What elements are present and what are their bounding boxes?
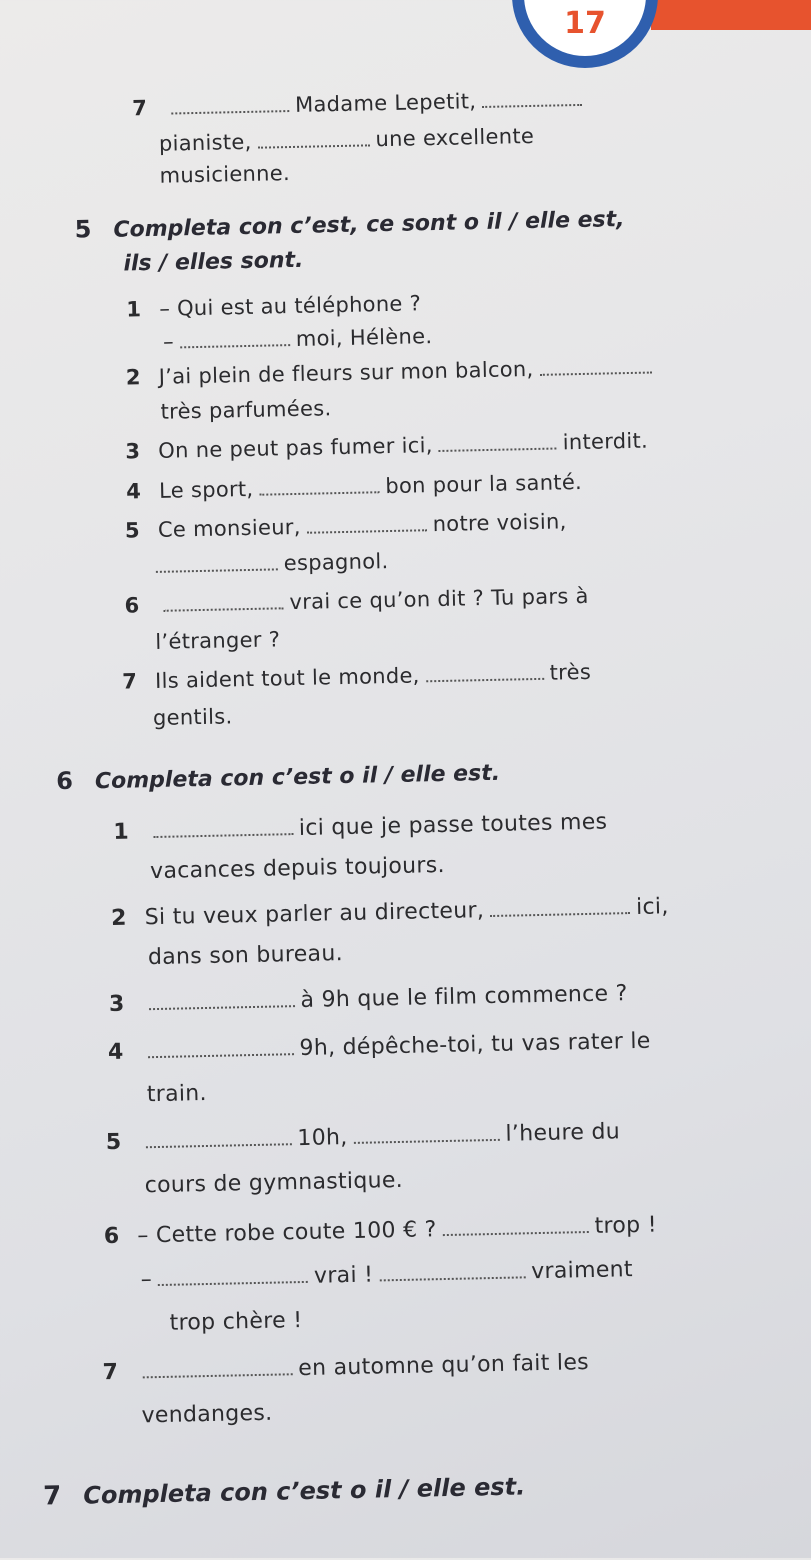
item-text: J’ai plein de fleurs sur mon balcon, [158, 356, 534, 389]
exercise-6-heading [56, 758, 500, 795]
blank[interactable] [148, 1053, 294, 1058]
item-number: 3 [108, 991, 125, 1018]
item-number: 4 [107, 1039, 124, 1066]
item-text: vrai ce qu’on dit ? Tu pars à [289, 583, 589, 615]
ex5-item-6-line1 [124, 584, 589, 618]
item-number: 6 [103, 1223, 120, 1250]
item-text: trop chère ! [169, 1308, 303, 1336]
exercise-5-heading [74, 204, 624, 244]
item-text: très [549, 659, 592, 685]
item-text: l’heure du [505, 1119, 621, 1147]
item-text: – [162, 329, 175, 354]
page-number: 17 [564, 6, 606, 41]
item-text: Le sport, [158, 476, 254, 503]
ex6-item-6-line3 [169, 1308, 302, 1336]
item-number: 3 [125, 439, 141, 464]
blank[interactable] [443, 1231, 589, 1236]
blank[interactable] [426, 678, 544, 682]
ex5-item-7-line2 [153, 704, 233, 730]
item-number: 7 [131, 96, 148, 121]
item-text: dans son bureau. [147, 941, 344, 971]
ex6-item-6-line1 [104, 1213, 658, 1250]
item-text: 9h, dépêche-toi, tu vas rater le [299, 1028, 651, 1062]
item-number: 1 [113, 819, 130, 845]
ex6-item-2-line1 [111, 894, 669, 931]
item-number: 6 [124, 593, 140, 618]
item-text: trop ! [594, 1212, 658, 1239]
ex6-item-6-line2 [140, 1257, 633, 1292]
blank[interactable] [180, 344, 290, 348]
item-number: 7 [102, 1359, 119, 1386]
item-text: vrai ! [313, 1262, 374, 1289]
blank[interactable] [379, 1276, 525, 1281]
ex5-item-2-line2 [160, 396, 331, 424]
blank[interactable] [258, 144, 370, 148]
prev-item-7-line2 [159, 124, 535, 156]
ex5-item-2-line1 [126, 354, 658, 389]
ex6-item-5-line1 [106, 1119, 621, 1155]
ex5-item-7-line1 [122, 660, 591, 694]
item-text: à 9h que le film commence ? [300, 981, 628, 1013]
blank[interactable] [354, 1139, 500, 1144]
exercise-instruction: ils / elles sont. [123, 247, 304, 277]
item-number: 1 [126, 297, 142, 322]
item-text: Si tu veux parler au directeur, [144, 898, 485, 931]
ex5-item-5-line2 [156, 549, 389, 578]
ex6-item-4-line1 [108, 1029, 651, 1065]
blank[interactable] [171, 110, 289, 114]
ex6-item-7-line1 [102, 1350, 589, 1385]
exercise-number: 7 [42, 1481, 62, 1512]
blank[interactable] [149, 1005, 295, 1010]
ex6-item-1-line2 [150, 853, 445, 884]
item-text: notre voisin, [432, 509, 567, 537]
item-text: bon pour la santé. [385, 469, 583, 499]
item-text: pianiste, [158, 129, 252, 156]
exercise-7-heading [43, 1471, 526, 1511]
blank[interactable] [146, 1143, 292, 1148]
ex5-item-3 [125, 429, 648, 464]
blank[interactable] [142, 1373, 292, 1378]
item-number: 4 [125, 479, 142, 504]
blank[interactable] [164, 607, 284, 612]
item-text: 10h, [297, 1125, 348, 1152]
ex5-item-5-line1 [125, 509, 567, 542]
blank[interactable] [156, 568, 278, 573]
item-number: 5 [124, 518, 141, 543]
item-text: On ne peut pas fumer ici, [158, 433, 433, 463]
item-text: vraiment [530, 1257, 634, 1285]
item-text: – [140, 1267, 153, 1293]
exercise-number: 5 [74, 215, 92, 244]
item-text: en automne qu’on fait les [297, 1350, 590, 1382]
blank[interactable] [153, 833, 293, 838]
item-text: ici, [635, 894, 669, 920]
item-number: 2 [125, 365, 141, 390]
item-text: – Cette robe coute 100 € ? [137, 1217, 437, 1249]
prev-item-7-line3 [159, 161, 290, 188]
prev-item-7-line1 [132, 87, 589, 121]
exercise-instruction: Completa con c’est o il / elle est. [83, 1472, 526, 1510]
blank[interactable] [158, 1281, 308, 1286]
exercise-5-heading-line2 [123, 248, 303, 277]
blank[interactable] [540, 372, 652, 376]
item-text: Ce monsieur, [157, 514, 301, 542]
blank[interactable] [307, 529, 427, 534]
item-number: 7 [121, 669, 138, 694]
blank[interactable] [259, 491, 379, 496]
exercise-instruction: Completa con c’est, ce sont o il / elle est, [113, 207, 625, 243]
item-text: vendanges. [141, 1400, 273, 1429]
ex6-item-1-line1 [113, 810, 607, 845]
ex6-item-5-line2 [144, 1168, 403, 1198]
blank[interactable] [439, 448, 557, 452]
item-text: train. [146, 1080, 208, 1108]
ex5-item-1-line1 [126, 291, 421, 321]
ex5-item-6-line2 [155, 627, 280, 654]
item-text: interdit. [562, 428, 649, 455]
exercise-number: 6 [55, 766, 74, 796]
item-text: ici que je passe toutes mes [298, 809, 608, 841]
item-text: une excellente [375, 123, 535, 152]
item-text: très parfumées. [160, 396, 332, 424]
item-number: 5 [105, 1129, 122, 1156]
item-text: – Qui est au téléphone ? [159, 291, 422, 321]
item-text: gentils. [152, 704, 233, 731]
ex6-item-7-line2 [141, 1401, 272, 1429]
item-text: cours de gymnastique. [144, 1167, 404, 1199]
ex6-item-2-line2 [148, 941, 343, 970]
blank[interactable] [490, 912, 630, 917]
ex5-item-1-line2 [163, 324, 433, 354]
item-text: moi, Hélène. [295, 324, 433, 351]
exercise-instruction: Completa con c’est o il / elle est. [94, 760, 501, 795]
item-text: Ils aident tout le monde, [154, 663, 420, 693]
ex6-item-4-line2 [147, 1081, 208, 1107]
item-text: espagnol. [283, 549, 389, 576]
item-number: 2 [110, 905, 128, 931]
blank[interactable] [482, 104, 582, 108]
item-text: Madame Lepetit, [294, 89, 477, 117]
item-text: vacances depuis toujours. [149, 852, 446, 885]
ex6-item-3 [109, 981, 628, 1017]
ex5-item-4 [126, 470, 582, 504]
item-text: l’étranger ? [155, 627, 281, 654]
item-text: musicienne. [159, 161, 291, 188]
